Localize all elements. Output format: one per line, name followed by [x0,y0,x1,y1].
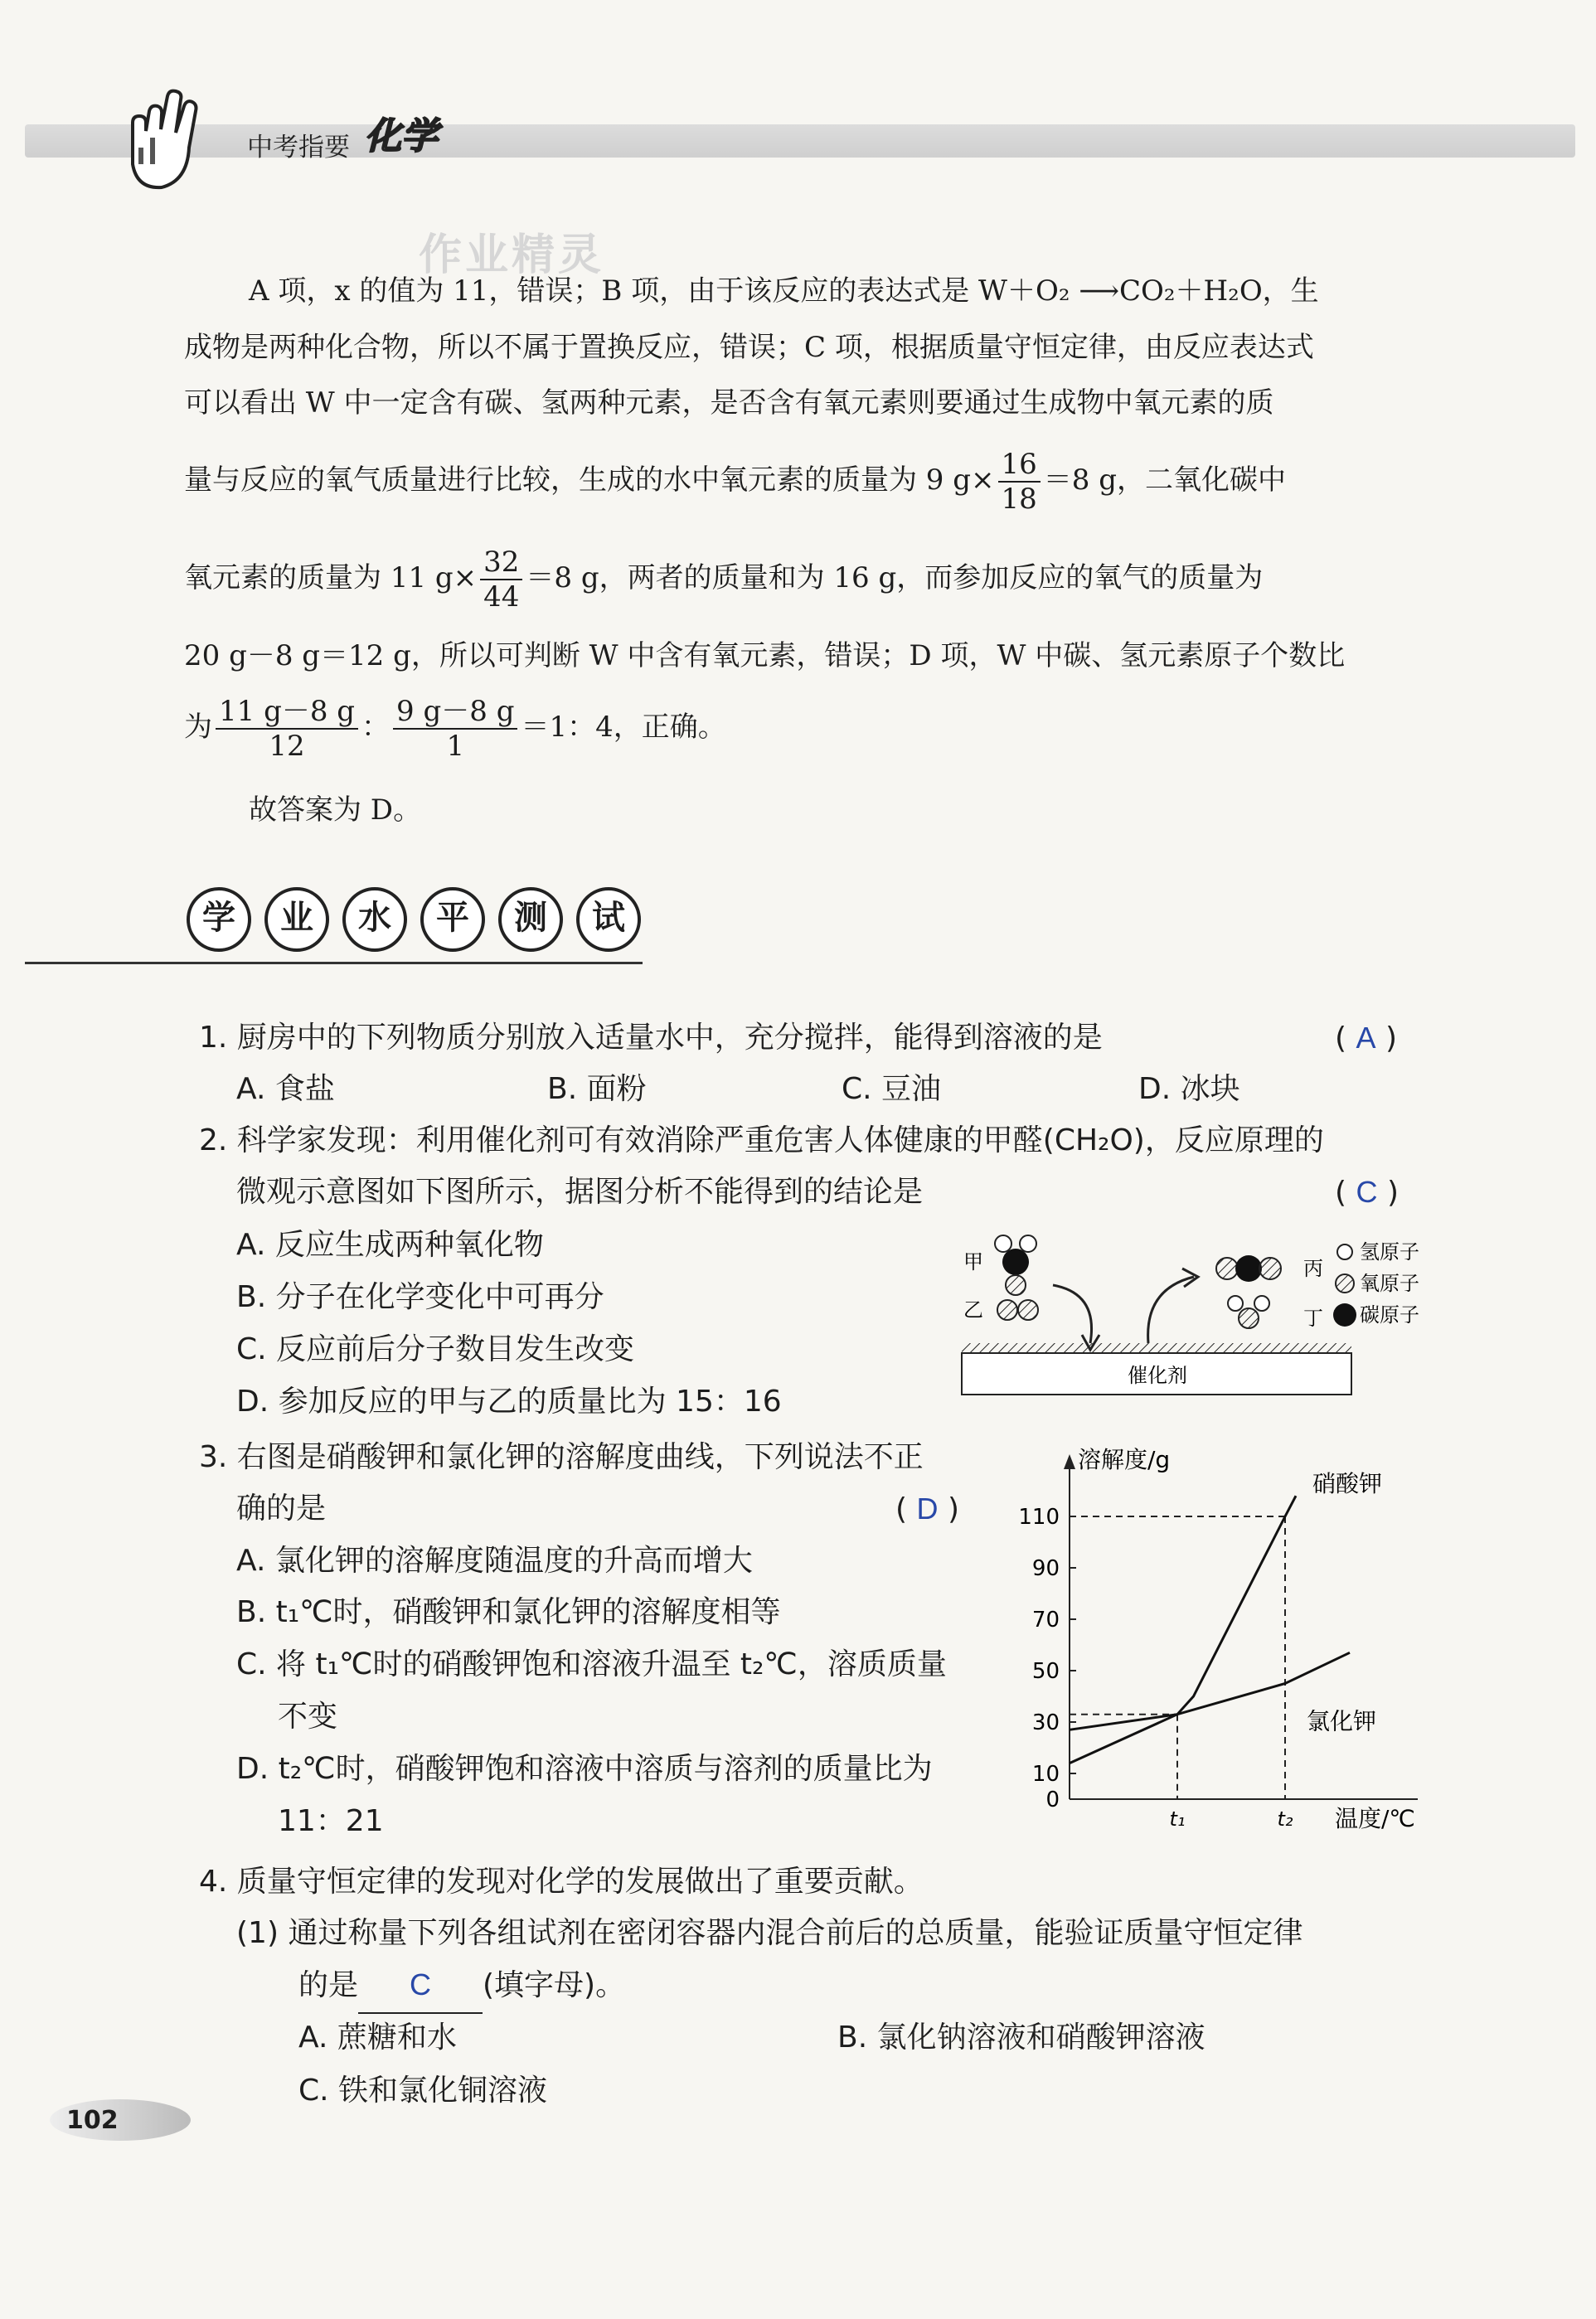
q4-sub1-line1: (1) 通过称量下列各组试剂在密闭容器内混合前后的总质量，能验证质量守恒定律 [236,1916,1303,1950]
page-number: 102 [66,2106,119,2135]
section-char: 业 [264,887,329,952]
solubility-chart [1003,1443,1443,1832]
frac-num: 32 [480,546,522,580]
catalyst-label: 催化剂 [1128,1364,1187,1387]
oxygen-legend-icon [1336,1274,1354,1293]
carbon-atom [1235,1255,1262,1282]
solution-line-5 [184,546,1263,614]
text: (填字母)。 [483,1968,626,2002]
legend-carbon: 碳原子 [1360,1303,1419,1327]
arrow-down-icon [1053,1285,1092,1343]
y-tick-label: 0 [1045,1788,1060,1812]
q1-option-a: A. 食盐 [236,1072,335,1106]
series-label-kcl: 氯化钾 [1307,1707,1377,1735]
frac-num: 11 g－8 g [216,695,358,730]
q3-answer: D [916,1492,939,1526]
solution-line-4 [184,448,1286,516]
text: ＝8 g，二氧化碳中 [1043,463,1286,497]
frac-den: 12 [269,730,305,763]
carbon-atom [1002,1249,1029,1275]
q2-stem-2: 微观示意图如下图所示，据图分析不能得到的结论是 [236,1175,924,1209]
ratio-colon: ： [361,711,391,744]
section-char: 平 [420,887,485,952]
oxygen-atom [1018,1300,1038,1320]
section-heading [187,887,654,952]
legend-hydrogen: 氢原子 [1360,1240,1419,1264]
q2-option-b: B. 分子在化学变化中可再分 [236,1280,604,1314]
q4-answer-blank[interactable] [358,1958,483,2014]
text: 的是 [298,1968,359,2002]
subject-logo: 化学 [365,115,438,158]
q1-option-d: D. 冰块 [1138,1072,1240,1106]
oxygen-atom [1216,1258,1238,1279]
frac-den: 18 [1001,483,1037,516]
text: 氧元素的质量为 11 g× [184,561,478,594]
hydrogen-atom [1228,1296,1243,1311]
q1-option-c: C. 豆油 [842,1072,942,1106]
text: ＝8 g，两者的质量和为 16 g，而参加反应的氧气的质量为 [526,561,1264,594]
hydrogen-atom [1020,1235,1036,1252]
y-tick-label: 50 [1031,1659,1060,1684]
fraction-16-18 [998,448,1041,516]
oxygen-atom [1239,1308,1259,1328]
q4-option-c: C. 铁和氯化铜溶液 [298,2074,548,2108]
q2-answer: C [1356,1175,1378,1209]
hydrogen-legend-icon [1337,1244,1352,1259]
x-axis-label: 温度/℃ [1335,1805,1415,1832]
q2-option-d: D. 参加反应的甲与乙的质量比为 15：16 [236,1385,782,1419]
section-char: 水 [342,887,407,952]
solution-line-3: 可以看出 W 中一定含有碳、氢两种元素，是否含有氧元素则要通过生成物中氧元素的质 [184,386,1274,420]
q2-answer-paren: ( C ) [1335,1175,1399,1210]
y-tick-label: 90 [1031,1556,1060,1581]
text: 量与反应的氧气质量进行比较，生成的水中氧元素的质量为 9 g× [184,463,995,497]
q3-answer-paren: ( D ) [895,1492,959,1526]
q4-answer: C [410,1967,432,2001]
carbon-legend-icon [1333,1303,1356,1327]
solution-line-6: 20 g－8 g＝12 g，所以可判断 W 中含有氧元素，错误；D 项，W 中碳、氢元素原子个数比 [184,639,1346,672]
watermark: 作业精灵 [419,230,605,280]
q3-option-d-cont: 11：21 [278,1804,384,1838]
x-tick-label: t₂ [1277,1807,1293,1831]
solution-line-7 [184,695,726,763]
frac-den: 44 [483,580,520,614]
q3-option-c: C. 将 t₁℃时的硝酸钾饱和溶液升温至 t₂℃，溶质质量 [236,1647,947,1681]
y-axis-label: 溶解度/g [1078,1446,1171,1473]
legend-oxygen: 氧原子 [1360,1272,1419,1295]
q2-option-c: C. 反应前后分子数目发生改变 [236,1332,635,1366]
q4-sub1-line2 [298,1958,625,2014]
series-label-kno3: 硝酸钾 [1312,1470,1383,1498]
fraction-h [393,695,517,763]
oxygen-atom [997,1300,1017,1320]
label-yi: 乙 [963,1298,983,1322]
frac-num: 9 g－8 g [393,695,517,730]
label-bing: 丙 [1303,1257,1323,1280]
oxygen-atom [1259,1258,1281,1279]
q1-option-b: B. 面粉 [547,1072,647,1106]
hand-logo-icon [124,81,224,197]
label-ding: 丁 [1303,1307,1323,1330]
y-tick-label: 30 [1031,1710,1060,1735]
y-tick-label: 110 [1018,1505,1060,1530]
series-line-kno3 [1070,1496,1296,1763]
y-tick-label: 70 [1031,1608,1060,1633]
fraction-c [216,695,358,763]
y-tick-label: 10 [1031,1762,1060,1787]
frac-num: 16 [998,448,1041,483]
q1-answer: A [1356,1021,1376,1055]
solution-line-1: A 项，x 的值为 11，错误；B 项，由于该反应的表达式是 W＋O₂ ⟶CO₂＋H₂O，生 [249,274,1319,308]
text: 为 [184,711,212,744]
q3-option-b: B. t₁℃时，硝酸钾和氯化钾的溶解度相等 [236,1595,781,1629]
hydrogen-atom [1254,1296,1269,1311]
reaction-diagram [953,1219,1451,1409]
section-char: 测 [498,887,563,952]
section-char: 试 [576,887,641,952]
q3-option-d: D. t₂℃时，硝酸钾饱和溶液中溶质与溶剂的质量比为 [236,1752,933,1786]
arrow-up-icon [1148,1277,1194,1343]
text: ＝1：4，正确。 [521,711,726,744]
q2-option-a: A. 反应生成两种氧化物 [236,1228,544,1262]
q3-stem-2: 确的是 [236,1492,327,1526]
conclusion: 故答案为 D。 [249,793,422,827]
section-rule [25,962,643,964]
q4-stem: 4. 质量守恒定律的发现对化学的发展做出了重要贡献。 [199,1865,924,1899]
y-axis-arrow-icon [1064,1454,1075,1469]
catalyst-surface [962,1343,1351,1353]
q1-answer-paren: ( A ) [1335,1021,1398,1055]
solution-line-2: 成物是两种化合物，所以不属于置换反应，错误；C 项，根据质量守恒定律，由反应表达式 [184,331,1314,364]
q3-stem-1: 3. 右图是硝酸钾和氯化钾的溶解度曲线，下列说法不正 [199,1440,924,1474]
section-char: 学 [187,887,251,952]
frac-den: 1 [446,730,465,763]
book-title: 中考指要 [247,133,350,163]
fraction-32-44 [480,546,522,614]
label-jia: 甲 [963,1250,983,1274]
q4-option-b: B. 氯化钠溶液和硝酸钾溶液 [837,2021,1205,2055]
q3-option-a: A. 氯化钾的溶解度随温度的升高而增大 [236,1544,753,1578]
oxygen-atom [1006,1275,1026,1295]
q3-option-c-cont: 不变 [278,1700,338,1734]
q2-stem-1: 2. 科学家发现：利用催化剂可有效消除严重危害人体健康的甲醛(CH₂O)，反应原理的 [199,1123,1324,1157]
q4-option-a: A. 蔗糖和水 [298,2021,457,2055]
q1-stem: 1. 厨房中的下列物质分别放入适量水中，充分搅拌，能得到溶液的是 [199,1021,1103,1055]
hydrogen-atom [995,1235,1011,1252]
x-tick-label: t₁ [1169,1807,1186,1831]
